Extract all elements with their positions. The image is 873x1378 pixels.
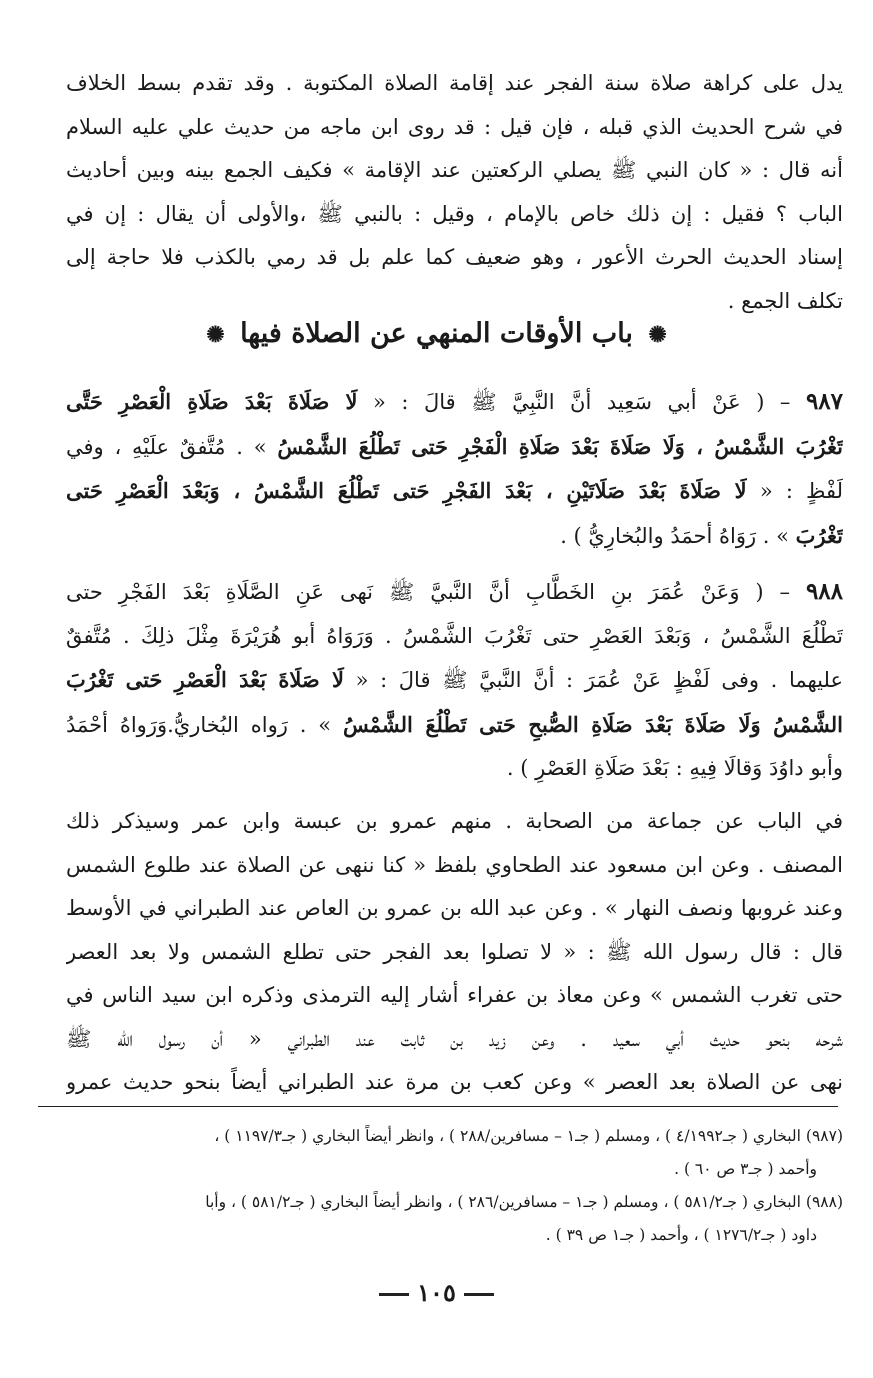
footnote-988-cont: داود ( جـ١٢٧٦/٢ ) ، وأحمد ( جـ١ ص ٣٩ ) . (545, 1226, 817, 1244)
hadith-quote: تَغْرُبَ (795, 522, 843, 548)
hadith-line (66, 570, 843, 615)
chapter-heading (0, 318, 873, 349)
hadith-text: » . رَواه البُخاريُّ.وَرَواهُ أحْمَدُ (66, 712, 343, 737)
hadith-text: لَفْظٍ : « (746, 479, 843, 503)
commentary-line: في الباب عن جماعة من الصحابة . منهم عمرو بن عبسة وابن عمر وسيذكر ذلك (66, 809, 843, 833)
footnote-divider (38, 1106, 838, 1107)
hadith-quote: لَا صَلَاةَ بَعْدَ الْعَصْرِ حَتى تَغْرُبَ (66, 667, 344, 692)
hadith-quote: لَا صَلَاةَ بَعْدَ صَلَاةِ الْعَصْرِ حَتَّى (66, 389, 358, 414)
hadith-number: ٩٨٨ (805, 578, 843, 605)
commentary-line: وعند غروبها ونصف النهار » . وعن عبد الله بن عمرو بن العاص عند الطبراني في الأوسط (66, 896, 843, 920)
intro-line: إسناد الحديث الحرث الأعور ، وهو ضعيف كما علم بل قد رمي بالكذب فلا حاجة إلى (66, 245, 843, 269)
hadith-quote: تَغْرُبَ الشَّمْسُ ، وَلَا صَلَاةَ بَعْدَ صَلَاةِ الْفَجْرِ حَتى تَطْلُعَ الشَّمْسُ (277, 433, 843, 459)
hadith-quote: الشَّمْسُ وَلَا صَلَاةَ بَعْدَ صَلَاةِ الصُّبحِ حَتى تَطْلُعَ الشَّمْسُ (343, 711, 843, 737)
footnote-988: (٩٨٨) البخاري ( جـ٥٨١/٢ ) ، ومسلم ( جـ١ – مسافرين/٢٨٦ ) ، وانظر أيضاً البخاري ( جـ٥٨١/٢ ) ، وأبا (205, 1193, 843, 1211)
intro-line: أنه قال : « كان النبي ﷺ يصلي الركعتين عند الإقامة » فكيف الجمع بينه وبين أحاديث (66, 158, 843, 182)
commentary-line: نهى عن الصلاة بعد العصر » وعن كعب بن مرة عند الطبراني أيضاً بنحو حديث عمرو (66, 1070, 843, 1094)
intro-line: الباب ؟ فقيل : إن ذلك خاص بالإمام ، وقيل : بالنبي ﷺ ،والأولى أن يقال : إن في (66, 201, 843, 226)
footnote-987: (٩٨٧) البخاري ( جـ٤/١٩٩٢ ) ، ومسلم ( جـ١ – مسافرين/٢٨٨ ) ، وانظر أيضاً البخاري ( جـ١١٩٧/٣ ) ، (214, 1127, 843, 1145)
intro-line: في شرح الحديث الذي قبله ، فإن قيل : قد روى ابن ماجه من حديث علي عليه السلام (66, 114, 843, 139)
hadith-quote: لَا صَلَاةَ بَعْدَ صَلَاتَيْنِ ، بَعْدَ الفَجْرِ حَتى تَطْلُعَ الشَّمْسُ ، وَبَعْدَ الْعَصْرِ حَتى (66, 478, 747, 503)
hadith-line (66, 703, 843, 748)
commentary-line: شرحه بنحو حديث أبي سعيد . وعن زيد بن ثابت عند الطبراني « أن رسول الله ﷺ (66, 1026, 843, 1051)
commentary-line: المصنف . وعن ابن مسعود عند الطحاوي بلفظ « كنا ننهى عن الصلاة عند طلوع الشمس (66, 852, 843, 877)
footnotes (40, 1120, 843, 1252)
hadith-line (66, 425, 843, 470)
ornament-icon: ✺ (648, 322, 667, 348)
footnote-987-cont: وأحمد ( جـ٣ ص ٦٠ ) . (674, 1160, 817, 1178)
hadith-text: – ( عَنْ أبي سَعِيد أنَّ النَّبِيَّ ﷺ قالَ : « (357, 390, 806, 414)
hadith-line (66, 514, 843, 559)
hadith-text: » . مُتَّفقٌ علَيْهِ ، وفي (66, 434, 278, 459)
page-number-dash (379, 1293, 409, 1296)
hadith-text: » . رَوَاهُ أحمَدُ والبُخارِيُّ ) . (560, 523, 796, 548)
hadith-text: – ( وَعَنْ عُمَرَ بنِ الخَطَّابِ أنَّ النَّبيَّ ﷺ نَهى عَنِ الصَّلَاةِ بَعْدَ الفَجْرِ حتى (66, 580, 806, 604)
page-number (0, 1278, 873, 1307)
hadith-line (66, 658, 843, 703)
commentary-line: حتى تغرب الشمس » وعن معاذ بن عفراء أشار إليه الترمذى وذكره ابن سيد الناس في (66, 983, 843, 1007)
hadith-line (66, 469, 843, 514)
hadith-text: عليهما . وفى لَفْظٍ عَنْ عُمَرَ : أنَّ النَّبيَّ ﷺ قالَ : « (343, 668, 843, 692)
hadith-line: تَطْلُعَ الشَّمْسُ ، وَبَعْدَ العَصْرِ حتى تَغْرُبَ الشَّمْسُ . وَرَوَاهُ أبو هُرَيْرَةَ مِثْلَ ذلِكَ . مُتَّفقٌ (66, 623, 843, 648)
intro-line: يدل على كراهة صلاة سنة الفجر عند إقامة الصلاة المكتوبة . وقد تقدم بسط الخلاف (66, 71, 843, 95)
chapter-title: باب الأوقات المنهي عن الصلاة فيها (240, 318, 633, 349)
commentary-paragraph (66, 800, 843, 1105)
page-number-dash (464, 1293, 494, 1296)
hadith-line: وأبو داوُدَ وَقالَا فِيهِ : بَعْدَ صَلَاةِ العَصْرِ ) . (506, 756, 843, 780)
intro-line: تكلف الجمع . (727, 288, 843, 313)
commentary-line: قال : قال رسول الله ﷺ : « لا تصلوا بعد الفجر حتى تطلع الشمس ولا بعد العصر (66, 939, 843, 964)
intro-paragraph (66, 62, 843, 323)
hadith-number: ٩٨٧ (805, 388, 843, 415)
hadith-line (66, 380, 843, 425)
hadith-988 (66, 570, 843, 791)
hadith-987 (66, 380, 843, 558)
page-number-value: ١٠٥ (417, 1278, 456, 1307)
ornament-icon: ✺ (206, 322, 225, 348)
